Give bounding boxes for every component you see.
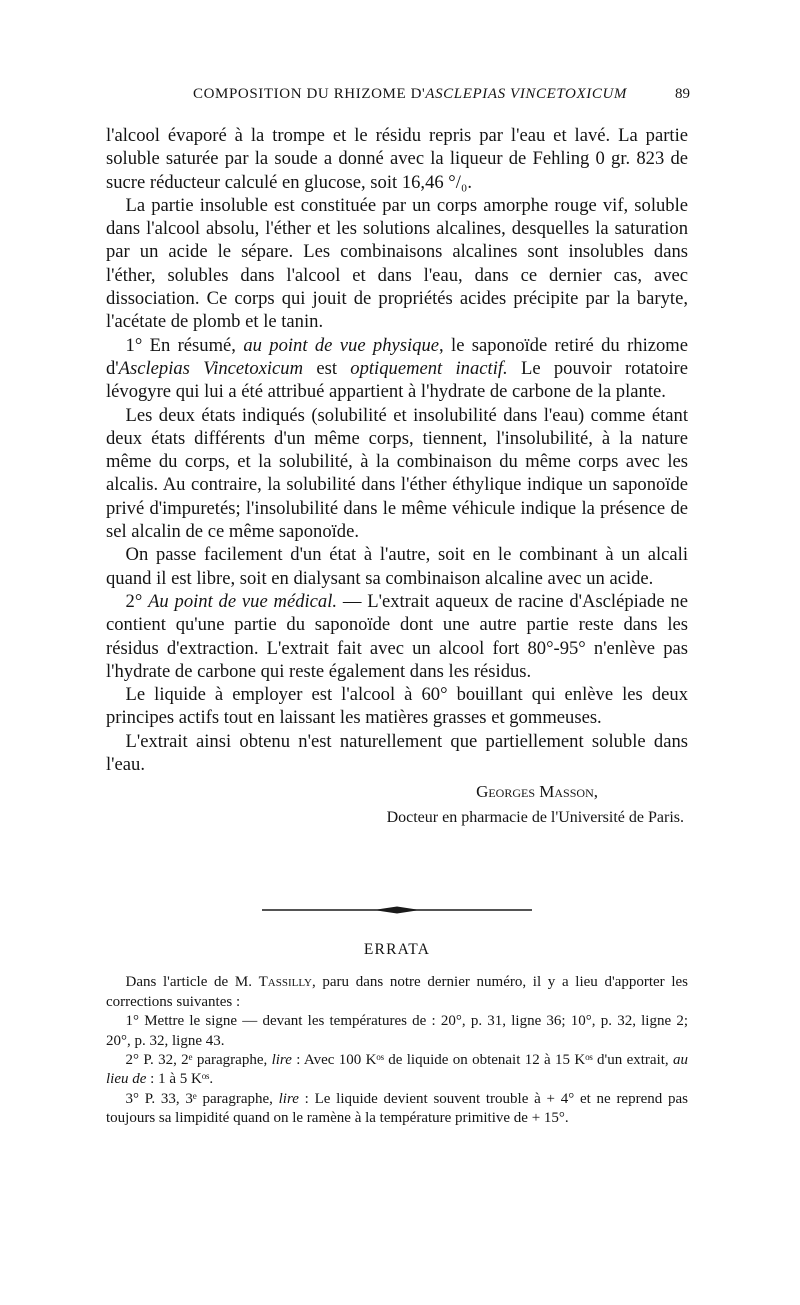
errata-item-3-b: : Le liquide devient souvent trouble à + 4° et ne reprend pas toujours sa limpidité quand on le ramène à la température primitive de + 15°. [106, 1090, 688, 1127]
p3-text-c: , le saponoïde retiré du rhizome d' [106, 334, 689, 379]
running-head [130, 86, 690, 110]
errata-item-2 [106, 1051, 688, 1090]
paragraph-8: L'extrait ainsi obtenu n'est naturellement que partiellement soluble dans l'eau. [106, 730, 688, 776]
errata-item-2-lire: lire [271, 1052, 292, 1069]
paragraph-5: On passe facilement d'un état à l'autre, soit en le combinant à un alcali quand il est libre, soit en dialysant sa combinaison alcaline avec un acide. [106, 544, 688, 589]
errata-item-2-aulieu: au lieu de [106, 1052, 688, 1088]
errata-title: ERRATA [363, 941, 431, 958]
errata-intro-b: , paru dans notre dernier numéro, il y a lieu d'apporter les corrections suivantes : [106, 974, 688, 1010]
errata-item-3-a: 3° P. 33, 3ᵉ paragraphe, [125, 1090, 279, 1107]
paragraph-4: Les deux états indiqués (solubilité et insolubilité dans l'eau) comme étant deux états différents d'un même corps, tiennent, l'insolubilité, à la nature même du corps, et la solubilité, à la combinaison du même corps avec les alcalis. Au contraire, la solubilité dans l'éther éthylique indique un saponoïde privé d'impuretés; l'insolubilité dans le même véhicule indique la présence de sel alcalin de ce même saponoïde. [106, 404, 688, 543]
p3-italic-f: optiquement inactif. [350, 357, 508, 379]
page-number: 89 [675, 86, 690, 102]
p3-text-g: Le pouvoir rotatoire lévogyre qui lui a été attribué appartient à l'hydrate de carbone de la plante. [106, 357, 688, 403]
errata-item-2-c: : 1 à 5 Kᵒˢ. [146, 1071, 214, 1088]
p6-italic-b: Au point de vue médical. [148, 590, 338, 612]
paragraph-7: Le liquide à employer est l'alcool à 60° bouillant qui enlève les deux principes actifs tout en laissant les matières grasses et gommeuses. [106, 684, 688, 729]
errata-item-2-b: : Avec 100 Kᵒˢ de liquide on obtenait 12 à 15 Kᵒˢ d'un extrait, [291, 1052, 673, 1069]
running-head-title-text: COMPOSITION DU RHIZOME D' [193, 86, 426, 102]
p3-text-a: 1° En résumé, [125, 334, 244, 356]
p3-italic-b: au point de vue physique [243, 334, 440, 356]
errata-item-3-lire: lire [278, 1090, 299, 1107]
paragraph-2: La partie insoluble est constituée par un corps amorphe rouge vif, soluble dans l'alcool absolu, l'éther et les solutions alcalines, desquelles la saturation par un acide le sépare. Les combinaisons alcalines sont insolubles dans l'éther, solubles dans l'alcool et dans l'eau, dans ce dernier cas, avec dissociation. Ce corps qui jouit de propriétés acides précipite par la baryte, l'acétate de plomb et le tanin. [106, 194, 688, 333]
p3-text-e: est [303, 357, 351, 379]
section-divider [262, 905, 532, 915]
p6-text-c: — L'extrait aqueux de racine d'Asclépiade ne contient qu'une partie du saponoïde dont une autre partie reste dans les résidus d'extraction. L'extrait fait avec un alcool fort 80°-95° n'enlève pas l'hydrate de carbone qui reste également dans les résidus. [106, 590, 688, 682]
paragraph-6 [106, 590, 688, 683]
author-signature: Georges Masson, [476, 782, 598, 802]
paragraph-1: l'alcool évaporé à la trompe et le résidu repris par l'eau et lavé. La partie soluble saturée par la soude a donné avec la liqueur de Fehling 0 gr. 823 de sucre réducteur calculé en glucose, soit 16,46 °/₀. [106, 125, 688, 193]
errata-item-3 [106, 1090, 688, 1129]
running-head-title [130, 86, 690, 103]
author-affiliation: Docteur en pharmacie de l'Université de Paris. [386, 808, 684, 826]
errata-item-1: 1° Mettre le signe — devant les températures de : 20°, p. 31, ligne 36; 10°, p. 32, ligne 2; 20°, p. 32, ligne 43. [106, 1013, 688, 1049]
paragraph-3 [106, 334, 688, 404]
p6-text-a: 2° [125, 590, 149, 612]
errata-section [106, 940, 688, 1129]
divider-ornament [374, 907, 420, 914]
errata-intro-name: Tassilly [258, 974, 312, 991]
running-head-title-italic: ASCLEPIAS VINCETOXICUM [425, 86, 627, 102]
errata-item-2-a: 2° P. 32, 2ᵉ paragraphe, [125, 1052, 272, 1069]
errata-intro-a: Dans l'article de M. [125, 974, 259, 991]
article-body [106, 124, 688, 829]
p3-italic-d: Asclepias Vincetoxicum [118, 357, 304, 379]
errata-intro [106, 973, 688, 1012]
